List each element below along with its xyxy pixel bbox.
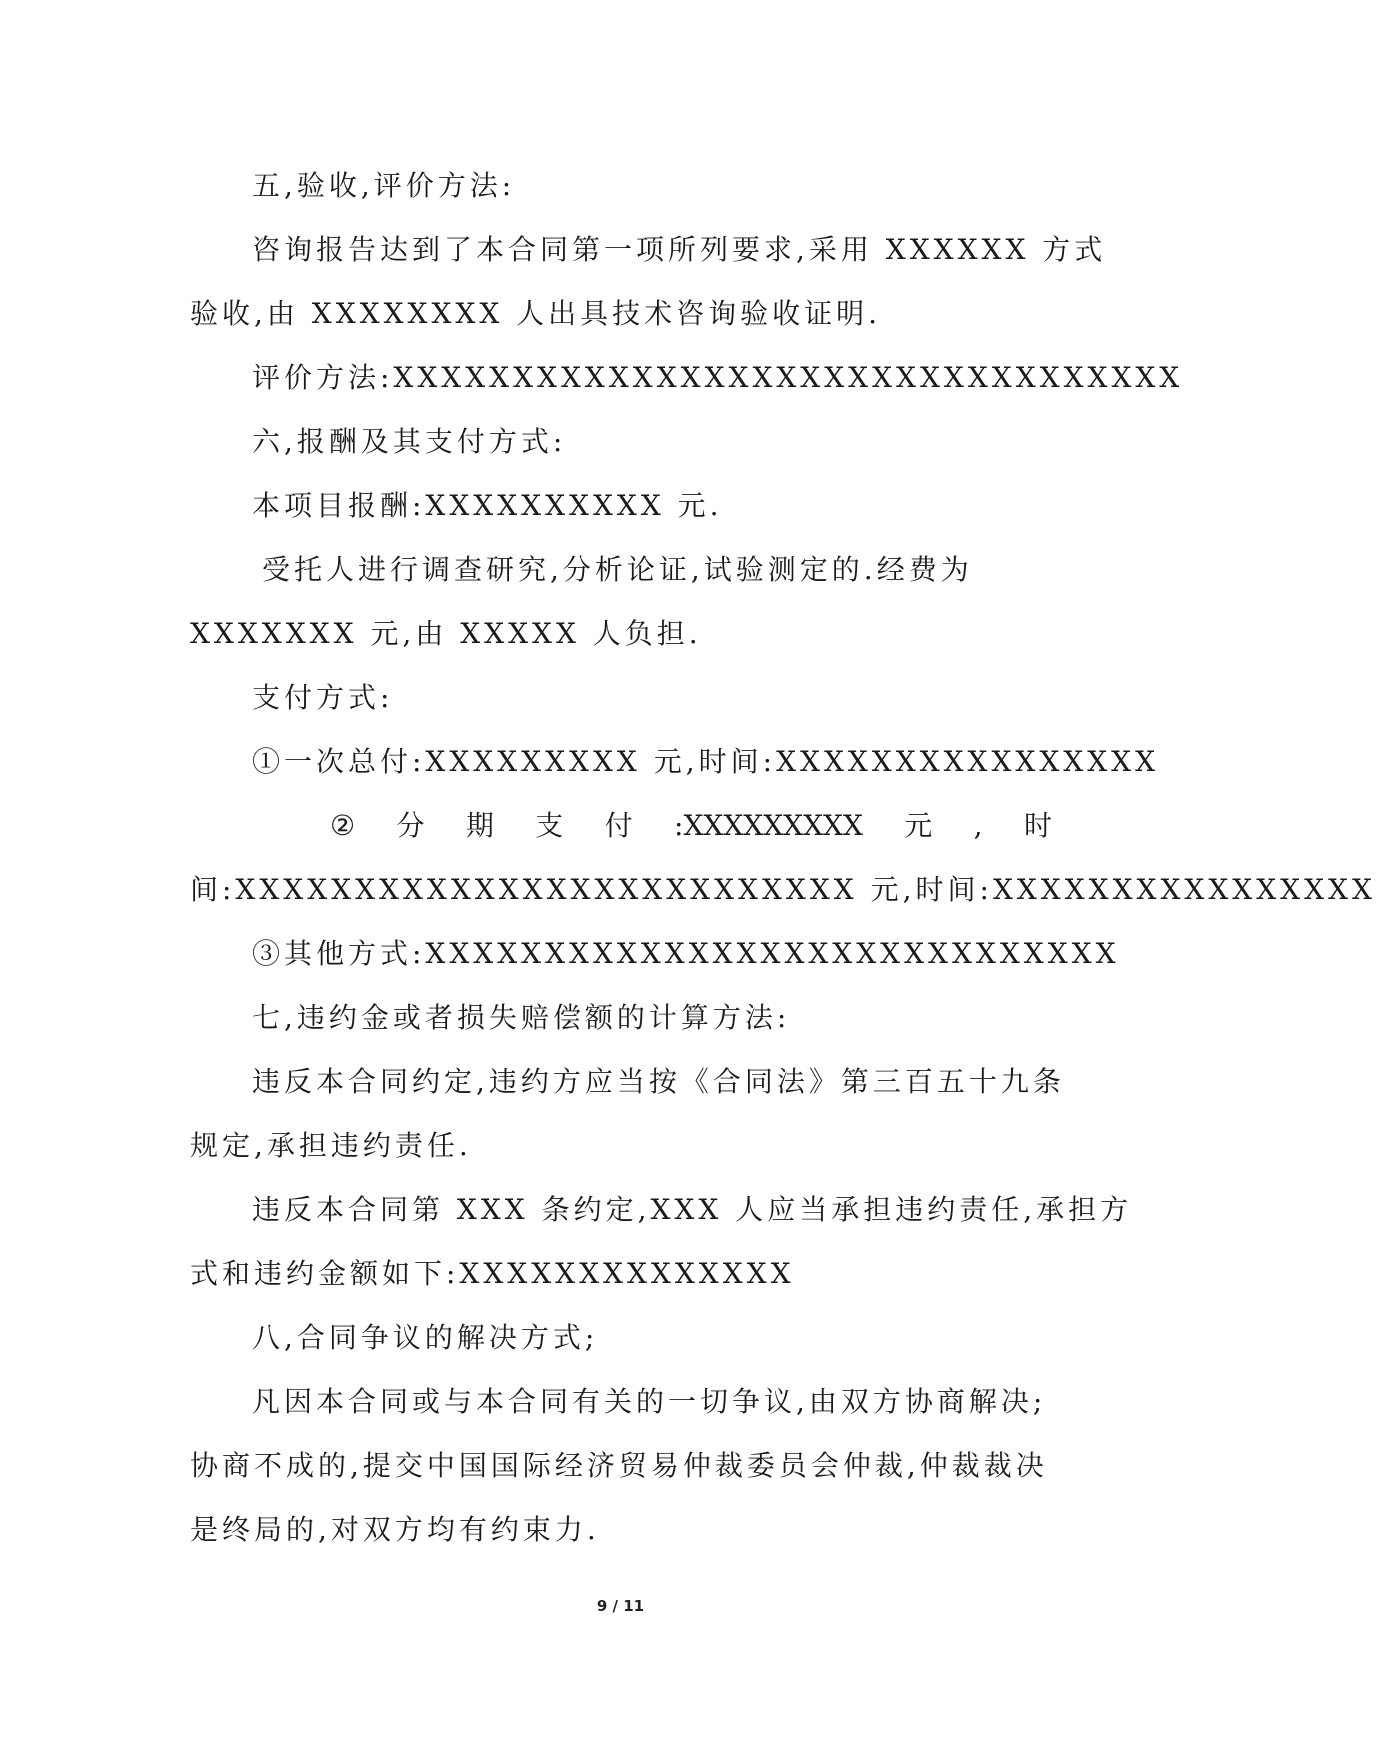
paragraph-line: 规定,承担违约责任. [190, 1129, 472, 1162]
payment-option-3: ③其他方式:XXXXXXXXXXXXXXXXXXXXXXXXXXXXX [252, 937, 1120, 970]
paragraph-line: 凡因本合同或与本合同有关的一切争议,由双方协商解决; [252, 1385, 1047, 1418]
paragraph-line: 间:XXXXXXXXXXXXXXXXXXXXXXXXXX 元,时间:XXXXXXXXXXXXXXXX [190, 873, 1376, 906]
paragraph-line: 本项目报酬:XXXXXXXXXX 元. [252, 489, 723, 522]
split-part: 付 [604, 809, 633, 842]
split-part: ② [330, 809, 356, 842]
paragraph-line: 验收,由 XXXXXXXX 人出具技术咨询验收证明. [190, 297, 882, 330]
split-part: 支 [535, 809, 564, 842]
paragraph-line: 评价方法:XXXXXXXXXXXXXXXXXXXXXXXXXXXXXXXXX [252, 361, 1184, 394]
paragraph-line: 支付方式: [252, 681, 394, 714]
section-heading-7: 七,违约金或者损失赔偿额的计算方法: [252, 1001, 791, 1034]
paragraph-line: 协商不成的,提交中国国际经济贸易仲裁委员会仲裁,仲裁裁决 [190, 1449, 1048, 1482]
paragraph-line: XXXXXXX 元,由 XXXXX 人负担. [190, 617, 702, 650]
split-part: , [973, 809, 983, 842]
paragraph-line: 违反本合同约定,违约方应当按《合同法》第三百五十九条 [252, 1065, 1065, 1098]
section-heading-8: 八,合同争议的解决方式; [252, 1321, 599, 1354]
paragraph-line: 受托人进行调查研究,分析论证,试验测定的.经费为 [262, 553, 973, 586]
payment-option-1: ①一次总付:XXXXXXXXX 元,时间:XXXXXXXXXXXXXXXX [252, 745, 1160, 778]
paragraph-line: 是终局的,对双方均有约束力. [190, 1513, 600, 1546]
paragraph-line: 咨询报告达到了本合同第一项所列要求,采用 XXXXXX 方式 [252, 233, 1107, 266]
section-heading-6: 六,报酬及其支付方式: [252, 425, 567, 458]
document-body [190, 154, 1376, 1562]
split-part: 元 [904, 809, 933, 842]
split-part: 分 [396, 809, 425, 842]
payment-option-2 [190, 794, 1052, 858]
paragraph-line: 式和违约金额如下:XXXXXXXXXXXXXX [190, 1257, 795, 1290]
split-part: :XXXXXXXXX [674, 809, 863, 842]
split-part: 时 [1023, 809, 1052, 842]
split-part: 期 [465, 809, 494, 842]
section-heading-5: 五,验收,评价方法: [252, 169, 516, 202]
page-number: 9 / 11 [596, 1597, 645, 1615]
paragraph-line: 违反本合同第 XXX 条约定,XXX 人应当承担违约责任,承担方 [252, 1193, 1133, 1226]
